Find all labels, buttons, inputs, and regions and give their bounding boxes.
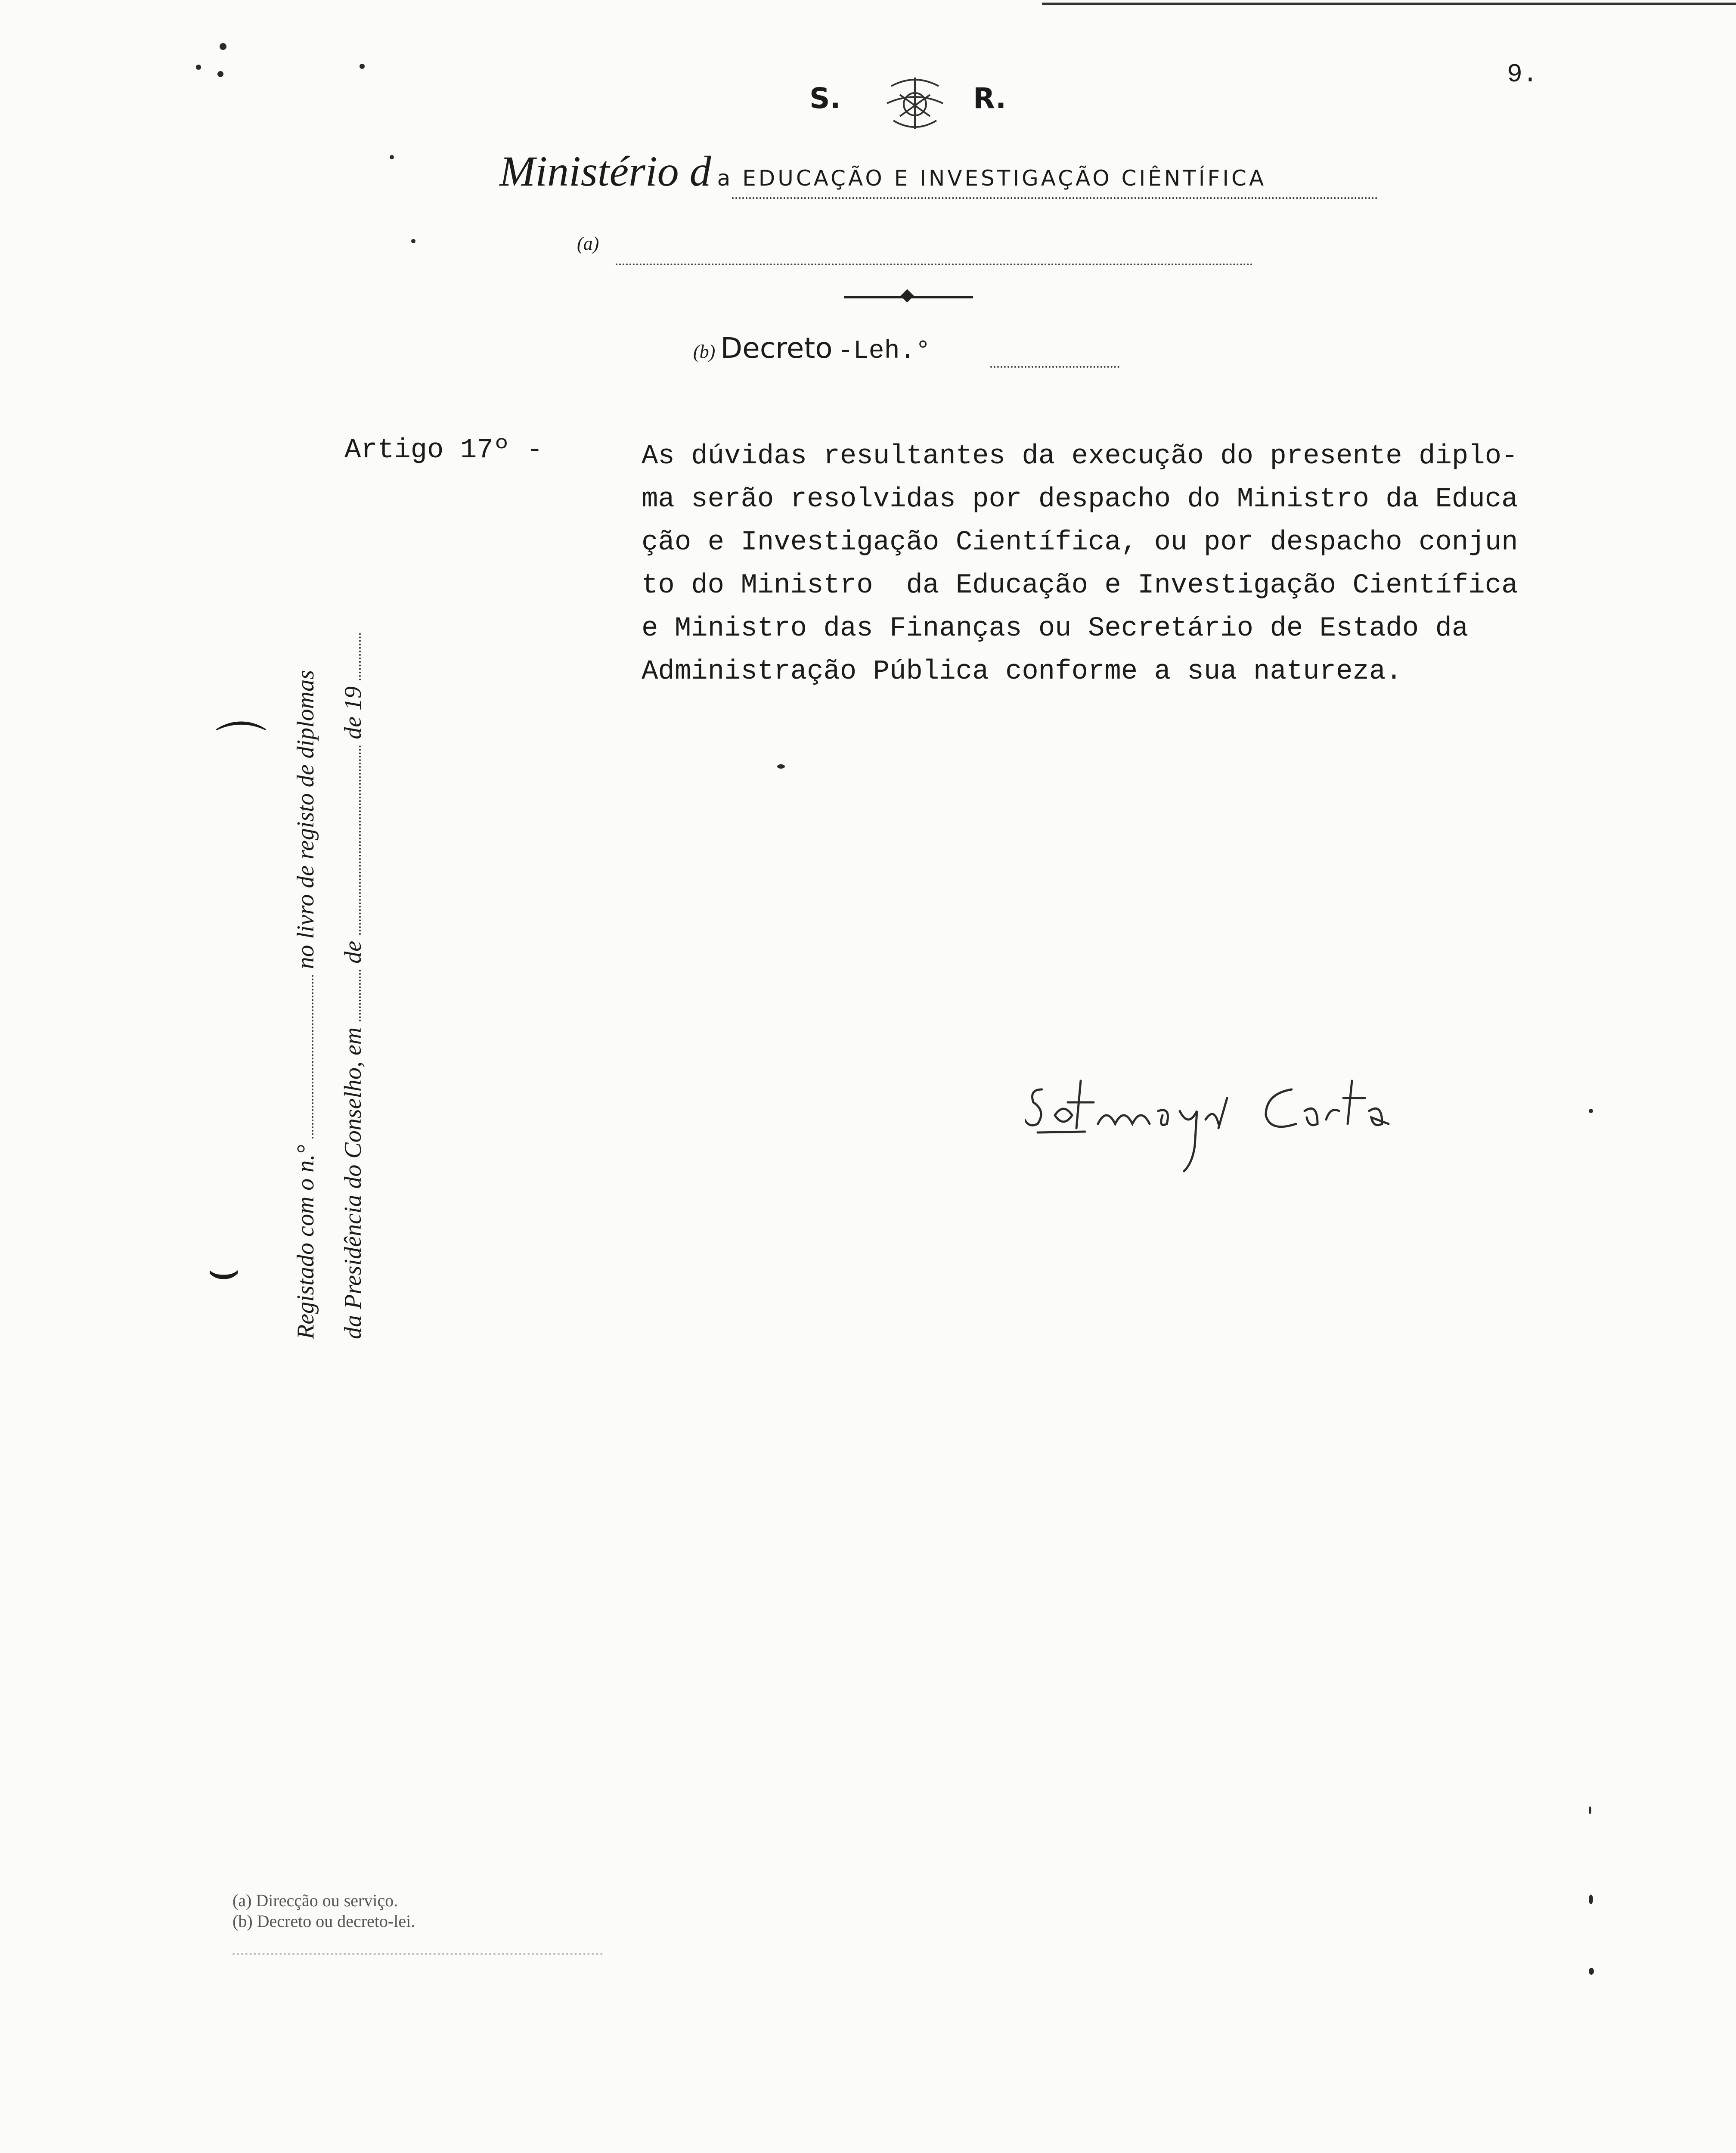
ministry-label: Ministério d (499, 147, 711, 195)
registry-month-label: de (340, 940, 366, 964)
decree-filled-value: -Leh.° (837, 337, 931, 366)
divider-diamond-icon (900, 289, 914, 302)
decree-label: Decreto (720, 332, 833, 365)
field-a-line (616, 264, 1253, 265)
header-sr (809, 73, 1051, 133)
registry-book-label: no livro de registo de diplomas (292, 670, 319, 969)
registry-year-label: de 19 (340, 686, 366, 739)
registry-line-2 (329, 521, 377, 1339)
registry-day-field (342, 970, 361, 1021)
article-line: ção e Investigação Científica, ou por despacho conjun (642, 527, 1518, 558)
header-left-letter: S. (809, 82, 841, 115)
registry-number-label: Registado com o n.° (292, 1145, 319, 1339)
registry-number-field (294, 975, 313, 1139)
ministry-underline (732, 197, 1378, 199)
article-line: to do Ministro da Educação e Investigação Científica (642, 570, 1518, 601)
scan-speck (390, 155, 394, 159)
footnote-a: (a) Direcção ou serviço. (232, 1891, 398, 1910)
scan-speck (777, 764, 785, 769)
article-line: As dúvidas resultantes da execução do presente diplo- (642, 441, 1518, 472)
article-line: ma serão resolvidas por despacho do Ministro da Educa (642, 484, 1518, 515)
decree-marker: (b) (693, 341, 716, 362)
scan-speck (411, 239, 415, 243)
signature-image (1025, 1064, 1412, 1176)
scan-speck (217, 71, 223, 77)
article-label: Artigo 17º - (344, 435, 543, 466)
footnotes (232, 1890, 415, 1932)
registry-paren-bottom-icon: ⌣ (207, 1241, 241, 1298)
registry-month-field (342, 745, 361, 935)
ministry-name: a EDUCAÇÃO E INVESTIGAÇÃO CIÊNTÍFICA (717, 166, 1267, 191)
top-rule (1042, 3, 1736, 5)
scan-speck (1589, 1806, 1591, 1814)
coat-of-arms-icon (874, 73, 956, 133)
decree-number-line (990, 366, 1119, 368)
scan-speck (1589, 1968, 1594, 1975)
footnote-b: (b) Decreto ou decreto-lei. (232, 1911, 415, 1931)
registry-paren-top-icon: ⌒ (215, 719, 267, 776)
article-line: e Ministro das Finanças ou Secretário de Estado da (642, 613, 1469, 644)
ministry-line (499, 146, 1266, 196)
article-line: Administração Pública conforme a sua natureza. (642, 656, 1402, 687)
field-a-label: (a) (577, 233, 599, 254)
faded-footnote-line (232, 1953, 603, 1955)
decree-line (693, 332, 931, 366)
scan-speck (1589, 1109, 1593, 1113)
scan-speck (196, 65, 201, 70)
registry-block (217, 521, 366, 1339)
registry-year-field (342, 633, 361, 680)
registry-line-1 (282, 521, 329, 1339)
registry-date-label: da Presidência do Conselho, em (340, 1027, 366, 1339)
header-right-letter: R. (973, 82, 1007, 115)
article-body (642, 435, 1649, 693)
scan-speck (1589, 1895, 1593, 1904)
scan-speck (360, 64, 365, 69)
page-number: 9. (1507, 60, 1538, 90)
scan-speck (220, 43, 226, 50)
